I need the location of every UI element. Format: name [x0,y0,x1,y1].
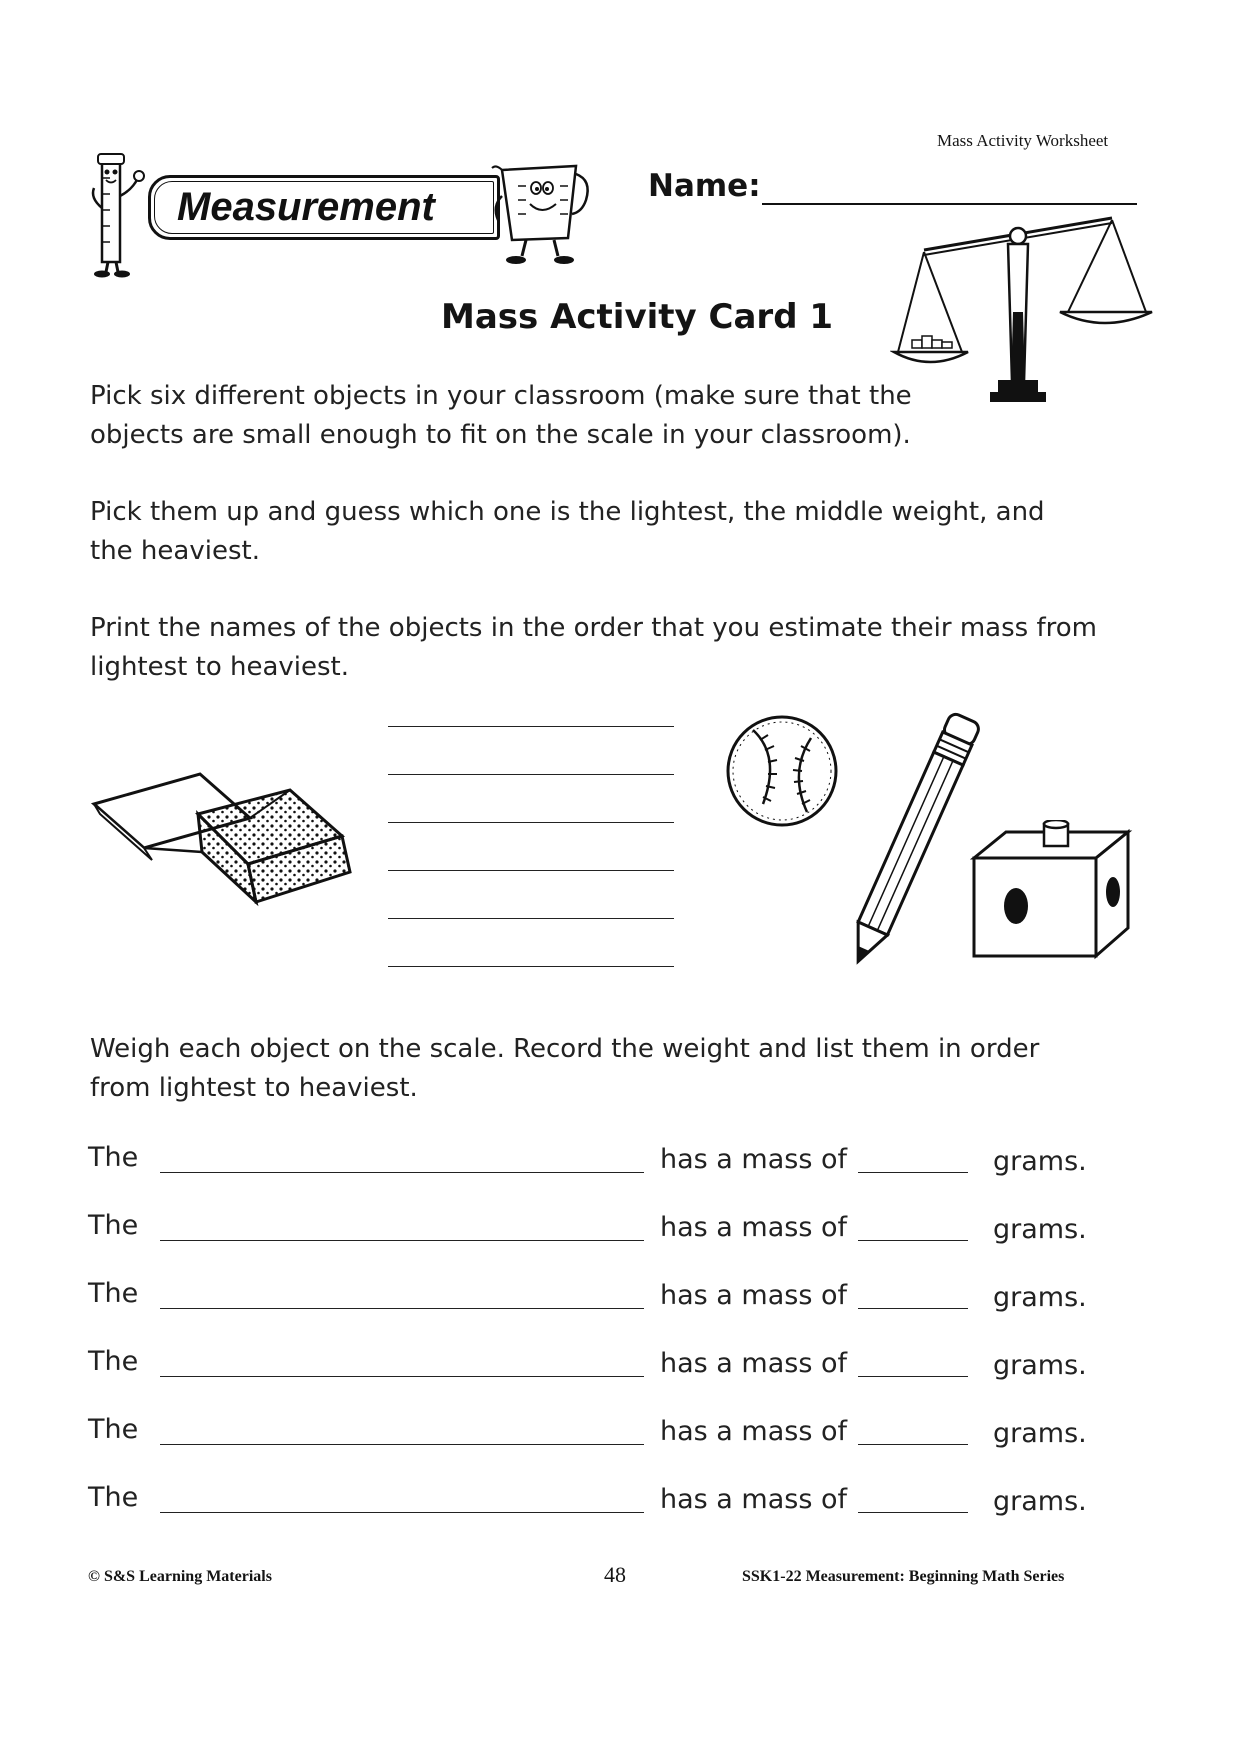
pencil-icon [840,700,980,980]
estimate-blank-2[interactable] [388,774,674,775]
paragraph-line: Weigh each object on the scale. Record the weight and list them in order [90,1034,1040,1064]
name-label: Name: [648,168,761,204]
banner-title: Measurement [177,185,435,229]
row-middle-text: has a mass of [660,1416,848,1447]
worksheet-header-label: Mass Activity Worksheet [937,131,1109,150]
record-row [0,1278,1241,1318]
row-middle-text: has a mass of [660,1212,848,1243]
measurement-banner [148,175,500,240]
instruction-paragraph-1 [90,377,990,455]
row-lead-text: The [88,1482,139,1513]
estimate-blank-6[interactable] [388,966,674,967]
object-name-blank[interactable] [160,1512,644,1513]
row-unit-text: grams. [993,1486,1087,1517]
object-name-blank[interactable] [160,1308,644,1309]
row-unit-text: grams. [993,1418,1087,1449]
measuring-cup-character-icon [488,156,598,270]
cube-block-icon [970,820,1134,960]
row-lead-text: The [88,1414,139,1445]
row-unit-text: grams. [993,1282,1087,1313]
card-title: Mass Activity Card 1 [441,297,834,337]
mass-blank[interactable] [858,1172,968,1173]
row-unit-text: grams. [993,1350,1087,1381]
mass-blank[interactable] [858,1240,968,1241]
row-middle-text: has a mass of [660,1280,848,1311]
row-lead-text: The [88,1346,139,1377]
baseball-icon [723,712,841,830]
object-name-blank[interactable] [160,1172,644,1173]
paragraph-line: objects are small enough to fit on the scale in your classroom). [90,420,911,450]
record-row [0,1210,1241,1250]
paragraph-line: Pick six different objects in your classroom (make sure that the [90,381,912,411]
eraser-icon [90,770,354,920]
row-middle-text: has a mass of [660,1484,848,1515]
row-middle-text: has a mass of [660,1144,848,1175]
instruction-paragraph-2 [90,493,1140,571]
row-unit-text: grams. [993,1214,1087,1245]
paragraph-line: lightest to heaviest. [90,652,350,682]
estimate-blank-5[interactable] [388,918,674,919]
row-unit-text: grams. [993,1146,1087,1177]
record-row [0,1414,1241,1454]
object-name-blank[interactable] [160,1240,644,1241]
footer-page-number: 48 [604,1562,626,1587]
row-lead-text: The [88,1210,139,1241]
row-middle-text: has a mass of [660,1348,848,1379]
object-name-blank[interactable] [160,1376,644,1377]
estimate-blank-1[interactable] [388,726,674,727]
estimate-blank-3[interactable] [388,822,674,823]
object-name-blank[interactable] [160,1444,644,1445]
footer-series: SSK1-22 Measurement: Beginning Math Series [742,1568,1065,1585]
record-row [0,1482,1241,1522]
name-field[interactable] [762,203,1137,205]
paragraph-line: the heaviest. [90,536,260,566]
row-lead-text: The [88,1278,139,1309]
mass-blank[interactable] [858,1308,968,1309]
instruction-paragraph-4 [90,1030,1140,1108]
record-row [0,1346,1241,1386]
paragraph-line: Print the names of the objects in the order that you estimate their mass from [90,613,1097,643]
estimate-blank-4[interactable] [388,870,674,871]
mass-blank[interactable] [858,1444,968,1445]
record-row [0,1142,1241,1182]
mass-blank[interactable] [858,1512,968,1513]
paragraph-line: Pick them up and guess which one is the lightest, the middle weight, and [90,497,1045,527]
row-lead-text: The [88,1142,139,1173]
footer-copyright: © S&S Learning Materials [88,1568,272,1585]
paragraph-line: from lightest to heaviest. [90,1073,418,1103]
instruction-paragraph-3 [90,609,1140,687]
mass-blank[interactable] [858,1376,968,1377]
